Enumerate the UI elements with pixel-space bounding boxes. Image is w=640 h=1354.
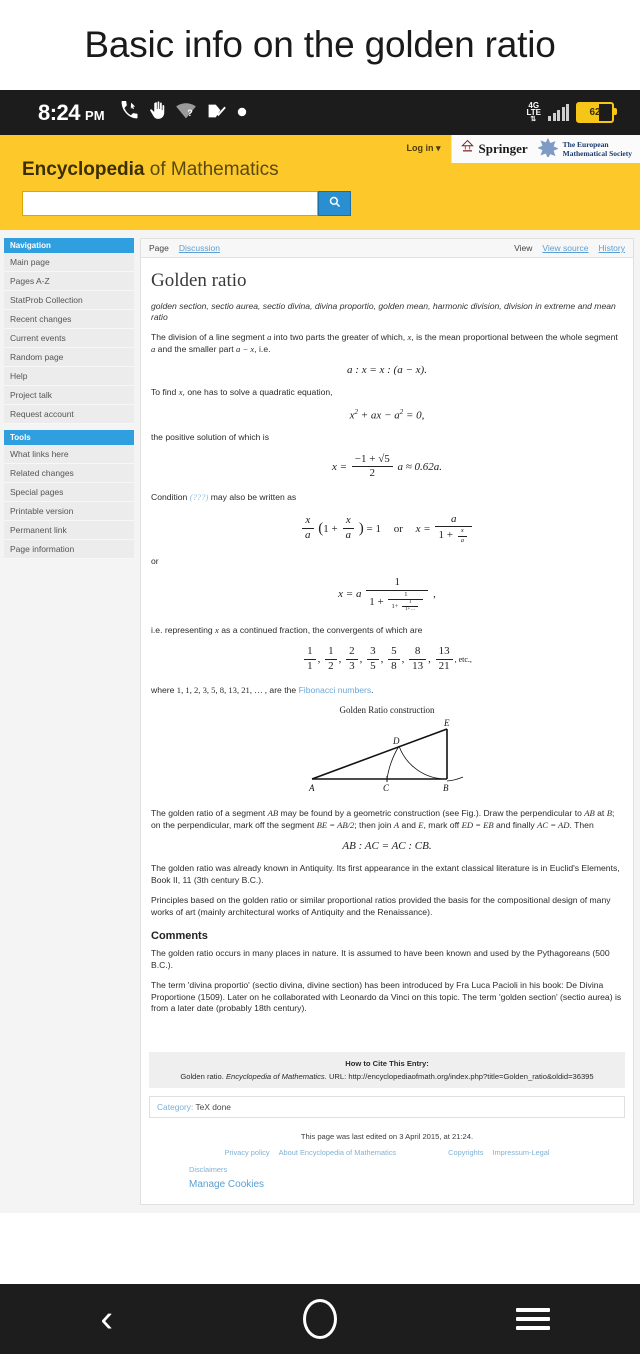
network-line1: 4G (528, 101, 540, 110)
paragraph-convergents-intro (151, 625, 623, 637)
p1-m1: a (267, 332, 272, 342)
p1-d: and the smaller part (155, 343, 237, 354)
site-header (0, 135, 640, 230)
p1-b: into two parts the greater of which, (271, 332, 408, 342)
paragraph-fibonacci (151, 685, 623, 697)
paragraph-to-find-x (151, 387, 623, 399)
article-container (140, 238, 634, 1205)
login-menu[interactable] (406, 143, 440, 154)
category-label: Category: (157, 1101, 194, 1112)
paragraph-or: or (151, 555, 159, 566)
eq5-l3-num: 1 (402, 600, 418, 607)
eq4-frac2 (343, 514, 355, 543)
search-row (0, 181, 640, 230)
sidebar-item-special-pages[interactable]: Special pages (4, 483, 134, 502)
eq5-lhs: x = a (338, 588, 362, 601)
eq6-text: AB : AC = AC : CB. (342, 840, 432, 853)
p2-b: , one has to solve a quadratic equation, (182, 387, 333, 397)
paragraph-nature: The golden ratio occurs in many places in nature. It is assumed to have been known and used by the Pythagoreans (500 B.C.). (151, 948, 610, 970)
article-body (141, 258, 633, 1038)
fibonacci-numbers-link[interactable]: Fibonacci numbers (298, 684, 372, 695)
footer-link-copyrights[interactable]: Copyrights (448, 1147, 484, 1157)
p4-b: may also be written as (208, 492, 297, 503)
tab-view-source[interactable]: View source (542, 243, 589, 253)
equation-continued-fraction (151, 576, 623, 613)
chevron-down-icon: ▾ (435, 143, 441, 153)
eq5-l3 (402, 600, 418, 614)
p4-a: Condition (151, 492, 190, 503)
golden-ratio-figure (151, 705, 623, 800)
sidebar-item-request-account[interactable]: Request account (4, 405, 134, 424)
paragraph-construction: The golden ratio of a segment AB may be found by a geometric construction (see Fig.). Draw the perpendicular to AB at B; on the perpendicular, mark off the segment BE = AB/2; then join A and E, mark off ED = EB and finally AC = AD. Then (151, 808, 615, 830)
p1-m3: a (151, 343, 156, 354)
footer-link-privacy-policy[interactable]: Privacy policy (224, 1147, 270, 1157)
footer-link-impressum[interactable]: Impressum-Legal (492, 1147, 550, 1157)
cite-heading: How to Cite This Entry: (345, 1058, 429, 1068)
eq4-f3-num: a (435, 513, 471, 528)
p1-c: , is the mean proportional between the whole segment (411, 332, 618, 342)
paragraph-divina-proportio: The term 'divina proportio' (sectio divina, divine section) has been introduced by Fra Luca Pacioli in his book: De Divina Proportione (1509). Later on he collaborated with Leonardo da Vinci on this topic. The term 'golden section' (sectio aurea) is from a later date (probably 18th century). (151, 980, 622, 1014)
equation-proportion (151, 364, 623, 376)
equation-convergents: $\frac{1}{1}$ , $\frac{1}{2}$ , $\frac{2}{3}$ , $\frac{3}{5}$ , $\frac{5}{8}$ , $\frac{8}{13}$ , $\frac{13}{21}$ , etc., (151, 645, 623, 674)
eq4-f1-num: x (302, 514, 314, 529)
sidebar-item-pages-az[interactable]: Pages A-Z (4, 272, 134, 291)
sidebar-section-title-tools: Tools (4, 430, 134, 445)
cite-body-b: URL: http://encyclopediaofmath.org/index.php?title=Golden_ratio&oldid=36395 (326, 1071, 594, 1081)
p6-a: i.e. representing (151, 624, 216, 635)
eq3-den: 2 (369, 467, 375, 480)
eq5-l2-den-pre: 1+ (391, 603, 399, 611)
ems-mark-icon (538, 137, 558, 162)
p7-c: . (371, 684, 374, 695)
springer-logo[interactable] (460, 139, 528, 159)
caption-text: Basic info on the golden ratio (84, 24, 556, 65)
brand-bold: Encyclopedia (22, 159, 145, 180)
sidebar-item-project-talk[interactable]: Project talk (4, 386, 134, 405)
cite-body-a: Golden ratio. (180, 1071, 226, 1081)
eq3-num: −1 + √5 (352, 453, 393, 468)
battery-percent: 62 (589, 107, 601, 118)
eq4-f2-den: a (345, 529, 352, 542)
equation-solution (151, 453, 623, 482)
eq2-pre: x (349, 409, 355, 422)
message-check-icon (207, 103, 226, 123)
convergent-4: $\frac{3}{5}$ (367, 645, 379, 674)
p6-m: x (215, 624, 219, 635)
springer-mark-icon (460, 139, 475, 159)
figure-label-E: E (444, 718, 450, 729)
tab-view[interactable]: View (514, 243, 533, 253)
comments-heading: Comments (151, 930, 208, 943)
footer-link-about[interactable]: About Encyclopedia of Mathematics (278, 1147, 397, 1157)
sidebar-item-main-page[interactable]: Main page (4, 253, 134, 272)
eq4-frac3 (435, 513, 471, 545)
p7-b: are the (267, 684, 299, 695)
sidebar-item-what-links-here[interactable]: What links here (4, 445, 134, 464)
p1-e: , i.e. (254, 343, 271, 354)
p6-b: as a continued fraction, the convergents of which are (218, 624, 423, 635)
nav-home-button[interactable] (213, 1299, 426, 1339)
missed-call-icon (120, 101, 139, 124)
condition-ref-link[interactable]: (???) (189, 492, 209, 503)
eq4-f3-den-den: a (460, 536, 464, 544)
eq5-num: 1 (366, 576, 428, 591)
sidebar-item-page-information[interactable]: Page information (4, 540, 134, 559)
convergent-5: $\frac{5}{8}$ (388, 645, 400, 674)
eq4-rhs-lhs: x = (415, 522, 431, 535)
article-synonyms: golden section, sectio aurea, sectio divina, divina proportio, golden mean, harmonic division, division in extreme and mean ratio (151, 301, 616, 322)
eq4-frac3-inner (458, 527, 467, 544)
tab-bar (141, 239, 633, 258)
sidebar-item-help[interactable]: Help (4, 367, 134, 386)
category-value[interactable]: TeX done (195, 1101, 231, 1112)
publisher-logos (451, 135, 640, 163)
eq2-sup: 2 (354, 407, 358, 416)
search-icon (329, 196, 341, 211)
eq5-den-pre: 1 + (369, 595, 384, 608)
ems-line1: The European (562, 140, 609, 149)
sidebar-item-recent-changes[interactable]: Recent changes (4, 310, 134, 329)
caption-banner (0, 0, 640, 90)
equation-ab-ac (151, 840, 623, 852)
eq5-l2-num: 1 (388, 591, 423, 600)
figure-label-B: B (443, 783, 449, 794)
convergent-7: $\frac{13}{21}$ (436, 645, 453, 674)
eq2-post: + ax − a (357, 409, 400, 422)
android-nav-bar (0, 1284, 640, 1354)
back-chevron-icon: ‹ (100, 1298, 113, 1340)
search-input[interactable] (22, 191, 318, 216)
paragraph-positive-solution: the positive solution of which is (151, 432, 269, 443)
p1-m4: a − x (236, 343, 255, 354)
eq4-or: or (393, 522, 403, 535)
sidebar-item-permanent-link[interactable]: Permanent link (4, 521, 134, 540)
eq5-tail: , (433, 588, 436, 601)
paragraph-definition (151, 332, 623, 355)
figure-label-A: A (309, 783, 315, 794)
eq3-tail: a ≈ 0.62a. (397, 460, 443, 473)
recent-apps-icon (516, 1308, 550, 1330)
eq2-sup2: 2 (399, 407, 404, 416)
equation-quadratic (151, 408, 623, 422)
cite-body-italic: Encyclopedia of Mathematics. (225, 1071, 327, 1081)
login-label: Log in (406, 143, 434, 153)
sidebar-item-random-page[interactable]: Random page (4, 348, 134, 367)
eq4-f1-den: a (305, 529, 311, 542)
paragraph-art-principles: Principles based on the golden ratio or similar proportional ratios provided the basis for the compositional design of many works of art (mainly architectural works of Antiquity and the Renaissance). (151, 895, 611, 917)
paragraph-antiquity: The golden ratio was already known in Antiquity. Its first appearance in the extant classical literature is in Euclid's Elements, Book II, 11 (3th century B.C.). (151, 863, 620, 885)
hand-icon (148, 101, 167, 124)
eq1-text: a : x = x : (a − x). (347, 364, 427, 376)
category-box (149, 1096, 625, 1118)
eq3-fraction (352, 453, 393, 482)
convergents-tail: , etc., (454, 654, 472, 664)
eq2-end: = 0, (403, 409, 425, 422)
figure-title: Golden Ratio construction (339, 705, 435, 716)
network-type-icon (526, 102, 541, 123)
convergent-3: $\frac{2}{3}$ (346, 645, 358, 674)
ems-logo[interactable] (538, 137, 632, 162)
status-ampm: PM (85, 107, 105, 123)
figure-svg (287, 717, 487, 795)
eq5-l4: … (410, 607, 416, 613)
ems-line2: Mathematical Society (562, 149, 632, 158)
sidebar-item-statprob-collection[interactable]: StatProb Collection (4, 291, 134, 310)
convergent-2: $\frac{1}{2}$ (325, 645, 337, 674)
springer-wordmark: Springer (478, 141, 528, 156)
android-status-bar (0, 90, 640, 135)
eq4-f3-den-pre: 1 + (438, 529, 453, 542)
p1-m2: x (407, 332, 412, 342)
how-to-cite-box (149, 1052, 625, 1088)
eq4-frac1 (302, 514, 314, 543)
battery-icon (576, 102, 614, 123)
tab-discussion[interactable]: Discussion (178, 243, 220, 253)
p1-a: The division of a line segment (151, 332, 268, 342)
home-circle-icon (303, 1299, 337, 1339)
dot-icon (237, 105, 247, 121)
paragraph-condition (151, 492, 623, 504)
brand-rest: of Mathematics (144, 159, 279, 180)
page-title: Golden ratio (151, 270, 247, 291)
sidebar-item-current-events[interactable]: Current events (4, 329, 134, 348)
ems-wordmark (563, 140, 632, 158)
eq5-l2 (388, 591, 423, 614)
signal-strength-icon (548, 105, 569, 121)
eq4-f3-den-num: x (458, 527, 467, 536)
footer-link-disclaimers[interactable]: Disclaimers (189, 1164, 228, 1174)
tab-history[interactable]: History (598, 243, 625, 253)
eq5-l3-den-pre: 1+ (405, 607, 411, 613)
nav-recent-button[interactable] (427, 1308, 640, 1330)
sidebar-item-printable-version[interactable]: Printable version (4, 502, 134, 521)
p8-b: may be found by a geometric construction (see Fig.). Draw the perpendicular to (278, 808, 585, 819)
sidebar-item-related-changes[interactable]: Related changes (4, 464, 134, 483)
eq3-lhs: x = (331, 460, 348, 473)
sidebar (4, 238, 134, 1205)
p2-m: x (178, 387, 183, 397)
page-footer (141, 1122, 633, 1204)
nav-back-button[interactable] (0, 1300, 213, 1338)
tab-page[interactable]: Page (149, 243, 169, 253)
search-button[interactable] (318, 191, 351, 216)
status-time: 8:24 (38, 99, 81, 125)
data-arrows-icon: ⇅ (530, 116, 538, 123)
network-line2: LTE (526, 108, 541, 117)
sidebar-section-title-navigation: Navigation (4, 238, 134, 253)
svg-text:?: ? (186, 107, 193, 118)
last-edited-text: This page was last edited on 3 April 2015, at 21:24. (300, 1131, 474, 1141)
manage-cookies-button[interactable]: Manage Cookies (189, 1178, 265, 1190)
wiki-body (0, 230, 640, 1213)
p7-m: 1, 1, 2, 3, 5, 8, 13, 21, … , (176, 684, 268, 695)
p8-a: The golden ratio of a segment (151, 808, 268, 819)
eq4-f2-num: x (343, 514, 355, 529)
eq5-frac (366, 576, 428, 613)
p2-a: To find (151, 387, 179, 397)
figure-label-C: C (383, 783, 390, 794)
figure-label-D: D (393, 736, 400, 747)
wifi-question-icon (176, 102, 196, 124)
p7-a: where (151, 684, 177, 695)
convergent-1: $\frac{1}{1}$ (304, 645, 316, 674)
equation-condition-rewrite: $\frac{x}{a}$ (1 + $\frac{x}{a}$ ) = 1 or x = a 1 + $\frac{x}{a}$ (151, 513, 623, 545)
convergent-6: $\frac{8}{13}$ (409, 645, 426, 674)
